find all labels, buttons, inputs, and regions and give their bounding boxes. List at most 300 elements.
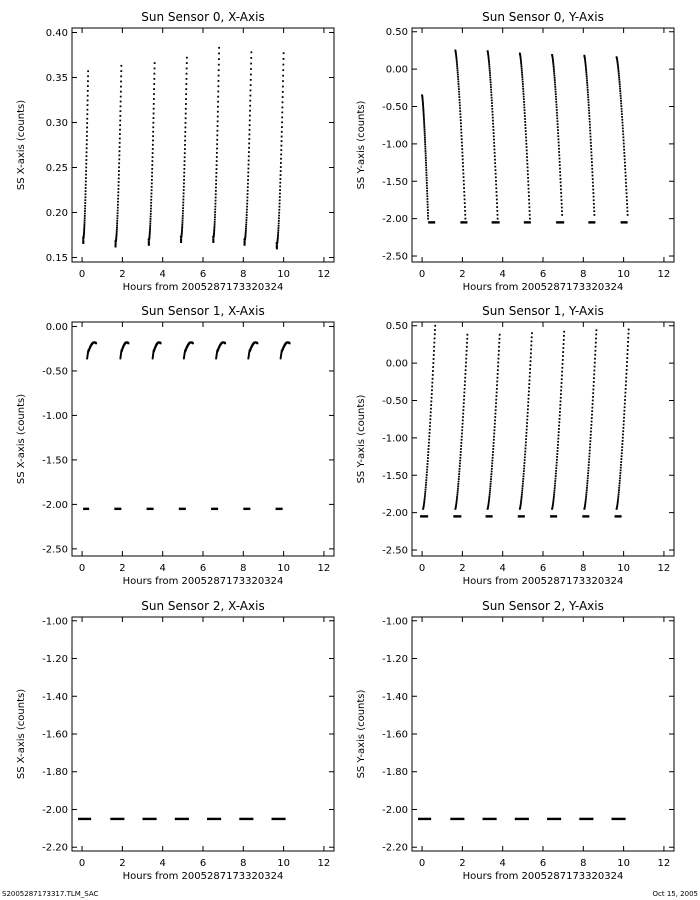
data-point bbox=[117, 212, 119, 214]
data-point bbox=[587, 472, 589, 474]
data-point bbox=[558, 148, 560, 150]
data-point bbox=[83, 231, 85, 233]
data-point bbox=[465, 218, 467, 220]
data-point bbox=[521, 490, 523, 492]
data-point bbox=[627, 210, 629, 212]
data-point bbox=[530, 348, 532, 350]
data-point bbox=[427, 218, 429, 220]
data-point bbox=[558, 145, 560, 147]
y-tick-label: -1.50 bbox=[42, 455, 68, 467]
data-point bbox=[522, 83, 524, 85]
data-point bbox=[625, 381, 627, 383]
data-point bbox=[87, 95, 89, 97]
x-tick-label: 10 bbox=[617, 269, 630, 280]
data-point bbox=[521, 70, 523, 72]
data-point bbox=[556, 453, 558, 455]
chart-title: Sun Sensor 1, X-Axis bbox=[141, 304, 265, 318]
data-point bbox=[495, 413, 497, 415]
data-point bbox=[278, 227, 280, 229]
data-point bbox=[422, 107, 424, 109]
data-point bbox=[624, 410, 626, 412]
data-point bbox=[425, 155, 427, 157]
data-point bbox=[618, 71, 620, 73]
data-point bbox=[585, 495, 587, 497]
data-point bbox=[560, 390, 562, 392]
data-point bbox=[592, 392, 594, 394]
data-point bbox=[620, 469, 622, 471]
data-point bbox=[618, 69, 620, 71]
data-point bbox=[423, 125, 425, 127]
data-point bbox=[154, 68, 156, 70]
x-tick-label: 4 bbox=[159, 269, 166, 280]
data-point bbox=[461, 135, 463, 137]
data-point bbox=[591, 421, 593, 423]
data-point bbox=[460, 451, 462, 453]
data-point bbox=[458, 471, 460, 473]
data-point bbox=[457, 76, 459, 78]
data-point bbox=[558, 138, 560, 140]
data-point bbox=[455, 56, 457, 58]
data-point bbox=[617, 499, 619, 501]
data-point bbox=[589, 124, 591, 126]
data-point bbox=[521, 68, 523, 70]
data-point bbox=[182, 222, 184, 224]
data-point bbox=[495, 402, 497, 404]
data-point bbox=[464, 210, 466, 212]
data-point bbox=[424, 133, 426, 135]
data-point bbox=[492, 111, 494, 113]
data-point bbox=[620, 93, 622, 95]
data-point bbox=[493, 445, 495, 447]
data-point bbox=[116, 234, 118, 236]
data-point bbox=[456, 58, 458, 60]
data-point bbox=[250, 51, 252, 53]
y-tick-label: -2.00 bbox=[382, 804, 408, 816]
data-point bbox=[426, 174, 428, 176]
data-point bbox=[495, 409, 497, 411]
data-point bbox=[246, 203, 248, 205]
data-point bbox=[620, 464, 622, 466]
y-tick-label: 0.00 bbox=[385, 358, 408, 370]
data-point bbox=[427, 451, 429, 453]
data-point bbox=[461, 436, 463, 438]
data-point bbox=[554, 485, 556, 487]
data-point bbox=[213, 240, 215, 242]
data-point bbox=[117, 215, 119, 217]
data-point bbox=[462, 409, 464, 411]
data-point bbox=[488, 501, 490, 503]
data-point bbox=[528, 199, 530, 201]
y-tick-label: -0.50 bbox=[382, 395, 408, 407]
data-point bbox=[431, 393, 433, 395]
data-point bbox=[554, 483, 556, 485]
data-point bbox=[424, 143, 426, 145]
data-point bbox=[561, 371, 563, 373]
data-point bbox=[249, 124, 251, 126]
data-point bbox=[281, 121, 283, 123]
data-point bbox=[460, 445, 462, 447]
data-point bbox=[590, 437, 592, 439]
chart-title: Sun Sensor 1, Y-Axis bbox=[482, 304, 604, 318]
data-point bbox=[278, 215, 280, 217]
data-point bbox=[525, 136, 527, 138]
data-point bbox=[559, 175, 561, 177]
data-point bbox=[496, 392, 498, 394]
data-point bbox=[561, 207, 563, 209]
data-point bbox=[282, 96, 284, 98]
data-point bbox=[494, 149, 496, 151]
data-point bbox=[460, 122, 462, 124]
data-point bbox=[120, 91, 122, 93]
data-point bbox=[148, 243, 150, 245]
data-point bbox=[497, 214, 499, 216]
data-point bbox=[591, 414, 593, 416]
data-point bbox=[151, 186, 153, 188]
data-point bbox=[595, 346, 597, 348]
data-point bbox=[626, 373, 628, 375]
data-point bbox=[431, 386, 433, 388]
data-point bbox=[117, 210, 119, 212]
data-point bbox=[215, 176, 217, 178]
data-point bbox=[590, 142, 592, 144]
data-point bbox=[553, 497, 555, 499]
data-point bbox=[619, 81, 621, 83]
data-point bbox=[431, 397, 433, 399]
data-point bbox=[278, 220, 280, 222]
data-point bbox=[589, 443, 591, 445]
data-point bbox=[86, 139, 88, 141]
data-point bbox=[183, 175, 185, 177]
data-point bbox=[466, 342, 468, 344]
data-point bbox=[623, 420, 625, 422]
data-point bbox=[493, 442, 495, 444]
data-point bbox=[85, 193, 87, 195]
data-point bbox=[621, 111, 623, 113]
data-point bbox=[120, 101, 122, 103]
data-point bbox=[585, 70, 587, 72]
data-point bbox=[527, 401, 529, 403]
data-point bbox=[120, 110, 122, 112]
data-point bbox=[82, 241, 84, 243]
data-point bbox=[591, 410, 593, 412]
data-point bbox=[620, 95, 622, 97]
data-point bbox=[585, 497, 587, 499]
data-point bbox=[279, 193, 281, 195]
data-points bbox=[86, 341, 290, 359]
x-tick-label: 6 bbox=[199, 563, 207, 574]
data-point bbox=[621, 452, 623, 454]
data-point bbox=[214, 211, 216, 213]
data-point bbox=[423, 112, 425, 114]
data-point bbox=[593, 207, 595, 209]
data-point bbox=[427, 460, 429, 462]
data-point bbox=[150, 196, 152, 198]
data-point bbox=[150, 210, 152, 212]
data-point bbox=[524, 454, 526, 456]
data-point bbox=[589, 118, 591, 120]
data-point bbox=[593, 377, 595, 379]
data-point bbox=[554, 77, 556, 79]
data-point bbox=[585, 493, 587, 495]
data-point bbox=[626, 361, 628, 363]
data-point bbox=[216, 134, 218, 136]
data-point bbox=[279, 199, 281, 201]
data-point bbox=[426, 190, 428, 192]
data-point bbox=[586, 80, 588, 82]
data-point bbox=[621, 458, 623, 460]
data-point bbox=[624, 162, 626, 164]
data-point bbox=[494, 429, 496, 431]
data-point bbox=[587, 477, 589, 479]
data-point bbox=[461, 145, 463, 147]
data-point bbox=[466, 338, 468, 340]
x-tick-label: 10 bbox=[617, 563, 630, 574]
data-point bbox=[465, 365, 467, 367]
y-tick-label: -2.50 bbox=[42, 544, 68, 556]
data-point bbox=[586, 491, 588, 493]
data-point bbox=[460, 116, 462, 118]
data-point bbox=[151, 189, 153, 191]
data-point bbox=[280, 158, 282, 160]
data-point bbox=[118, 162, 120, 164]
data-point bbox=[457, 483, 459, 485]
data-point bbox=[86, 135, 88, 137]
data-point bbox=[463, 187, 465, 189]
data-point bbox=[423, 502, 425, 504]
data-point bbox=[561, 367, 563, 369]
data-point bbox=[626, 196, 628, 198]
data-point bbox=[493, 145, 495, 147]
data-point bbox=[424, 491, 426, 493]
y-axis-label: SS X-axis (counts) bbox=[16, 393, 27, 485]
data-point bbox=[617, 66, 619, 68]
data-point bbox=[424, 497, 426, 499]
x-tick-label: 0 bbox=[418, 858, 426, 869]
data-point bbox=[249, 95, 251, 97]
data-point bbox=[555, 98, 557, 100]
data-point bbox=[528, 383, 530, 385]
data-point bbox=[589, 450, 591, 452]
data-point bbox=[116, 224, 118, 226]
data-point bbox=[619, 83, 621, 85]
data-point bbox=[460, 125, 462, 127]
data-point bbox=[462, 162, 464, 164]
data-point bbox=[594, 358, 596, 360]
data-point bbox=[152, 148, 154, 150]
data-point bbox=[618, 487, 620, 489]
data-point bbox=[524, 124, 526, 126]
data-point bbox=[214, 206, 216, 208]
data-point bbox=[595, 342, 597, 344]
data-point bbox=[628, 333, 630, 335]
data-point bbox=[215, 172, 217, 174]
plot-frame bbox=[72, 322, 334, 556]
data-point bbox=[83, 226, 85, 228]
data-point bbox=[424, 137, 426, 139]
data-point bbox=[526, 425, 528, 427]
data-point bbox=[528, 195, 530, 197]
x-tick-label: 4 bbox=[499, 269, 506, 280]
data-point bbox=[494, 423, 496, 425]
data-point bbox=[83, 229, 85, 231]
y-tick-label: 0.35 bbox=[45, 73, 68, 84]
data-point bbox=[552, 62, 554, 64]
data-point bbox=[87, 109, 89, 111]
data-point bbox=[627, 353, 629, 355]
data-point bbox=[462, 419, 464, 421]
data-point bbox=[84, 215, 86, 217]
data-point bbox=[624, 403, 626, 405]
data-point bbox=[553, 69, 555, 71]
data-point bbox=[527, 170, 529, 172]
data-point bbox=[152, 160, 154, 162]
data-point bbox=[459, 105, 461, 107]
data-point bbox=[84, 208, 86, 210]
data-point bbox=[427, 457, 429, 459]
chart-title: Sun Sensor 0, X-Axis bbox=[141, 10, 265, 24]
data-point bbox=[463, 184, 465, 186]
data-point bbox=[494, 159, 496, 161]
data-point bbox=[588, 456, 590, 458]
data-point bbox=[494, 155, 496, 157]
data-point bbox=[116, 232, 118, 234]
data-point bbox=[248, 155, 250, 157]
data-point bbox=[246, 200, 248, 202]
data-point bbox=[85, 174, 87, 176]
data-point bbox=[86, 131, 88, 133]
data-point bbox=[498, 346, 500, 348]
x-tick-label: 6 bbox=[539, 563, 547, 574]
data-point bbox=[590, 424, 592, 426]
data-point bbox=[556, 104, 558, 106]
data-point bbox=[560, 178, 562, 180]
data-point bbox=[245, 224, 247, 226]
data-point bbox=[617, 497, 619, 499]
data-point bbox=[427, 206, 429, 208]
data-point bbox=[529, 379, 531, 381]
data-point bbox=[86, 113, 88, 115]
data-point bbox=[563, 339, 565, 341]
chart-title: Sun Sensor 0, Y-Axis bbox=[482, 10, 604, 24]
data-point bbox=[526, 153, 528, 155]
data-point bbox=[246, 211, 248, 213]
data-point bbox=[625, 175, 627, 177]
y-axis-label: SS Y-axis (counts) bbox=[356, 689, 367, 779]
data-point bbox=[185, 88, 187, 90]
data-point bbox=[215, 200, 217, 202]
data-point bbox=[87, 90, 89, 92]
data-point bbox=[218, 58, 220, 60]
data-point bbox=[464, 206, 466, 208]
data-point bbox=[184, 164, 186, 166]
data-point bbox=[152, 122, 154, 124]
data-point bbox=[560, 386, 562, 388]
data-point bbox=[426, 469, 428, 471]
data-point bbox=[497, 365, 499, 367]
data-point bbox=[495, 399, 497, 401]
data-point bbox=[283, 58, 285, 60]
data-point bbox=[585, 64, 587, 66]
data-point bbox=[463, 180, 465, 182]
y-tick-label: -1.40 bbox=[382, 691, 408, 703]
data-point bbox=[215, 203, 217, 205]
data-point bbox=[488, 64, 490, 66]
data-point bbox=[587, 91, 589, 93]
data-point bbox=[521, 494, 523, 496]
data-point bbox=[527, 173, 529, 175]
data-point bbox=[460, 454, 462, 456]
data-point bbox=[627, 341, 629, 343]
data-point bbox=[245, 232, 247, 234]
data-point bbox=[118, 181, 120, 183]
data-point bbox=[591, 158, 593, 160]
data-point bbox=[244, 243, 246, 245]
data-point bbox=[596, 329, 598, 331]
x-tick-label: 2 bbox=[119, 858, 126, 869]
data-point bbox=[281, 131, 283, 133]
data-point bbox=[84, 199, 86, 201]
data-point bbox=[280, 178, 282, 180]
data-point bbox=[461, 429, 463, 431]
data-point bbox=[586, 482, 588, 484]
data-point bbox=[496, 191, 498, 193]
data-point bbox=[460, 132, 462, 134]
data-point bbox=[592, 175, 594, 177]
data-point bbox=[250, 68, 252, 70]
data-point bbox=[248, 147, 250, 149]
data-point bbox=[86, 143, 88, 145]
data-point bbox=[278, 217, 280, 219]
data-point bbox=[521, 498, 523, 500]
data-point bbox=[85, 170, 87, 172]
data-point bbox=[628, 329, 630, 331]
data-point bbox=[463, 399, 465, 401]
data-point bbox=[427, 201, 429, 203]
data-point bbox=[213, 239, 215, 241]
x-tick-label: 2 bbox=[119, 563, 126, 574]
data-point bbox=[428, 435, 430, 437]
data-point bbox=[464, 384, 466, 386]
data-point bbox=[526, 146, 528, 148]
data-point bbox=[590, 145, 592, 147]
data-point bbox=[626, 369, 628, 371]
data-point bbox=[425, 162, 427, 164]
data-point bbox=[524, 459, 526, 461]
data-point bbox=[493, 139, 495, 141]
data-point bbox=[214, 219, 216, 221]
data-point bbox=[524, 451, 526, 453]
data-point bbox=[562, 359, 564, 361]
data-point bbox=[496, 199, 498, 201]
data-point bbox=[153, 113, 155, 115]
data-point bbox=[464, 388, 466, 390]
data-point bbox=[117, 207, 119, 209]
data-point bbox=[289, 342, 291, 344]
data-point bbox=[429, 418, 431, 420]
data-point bbox=[279, 189, 281, 191]
data-points bbox=[82, 47, 284, 249]
data-point bbox=[186, 73, 188, 75]
data-point bbox=[622, 434, 624, 436]
data-point bbox=[592, 178, 594, 180]
data-point bbox=[150, 205, 152, 207]
data-point bbox=[280, 170, 282, 172]
data-point bbox=[492, 454, 494, 456]
y-tick-label: 0.15 bbox=[45, 253, 68, 264]
data-point bbox=[556, 115, 558, 117]
data-point bbox=[282, 75, 284, 77]
data-point bbox=[277, 231, 279, 233]
